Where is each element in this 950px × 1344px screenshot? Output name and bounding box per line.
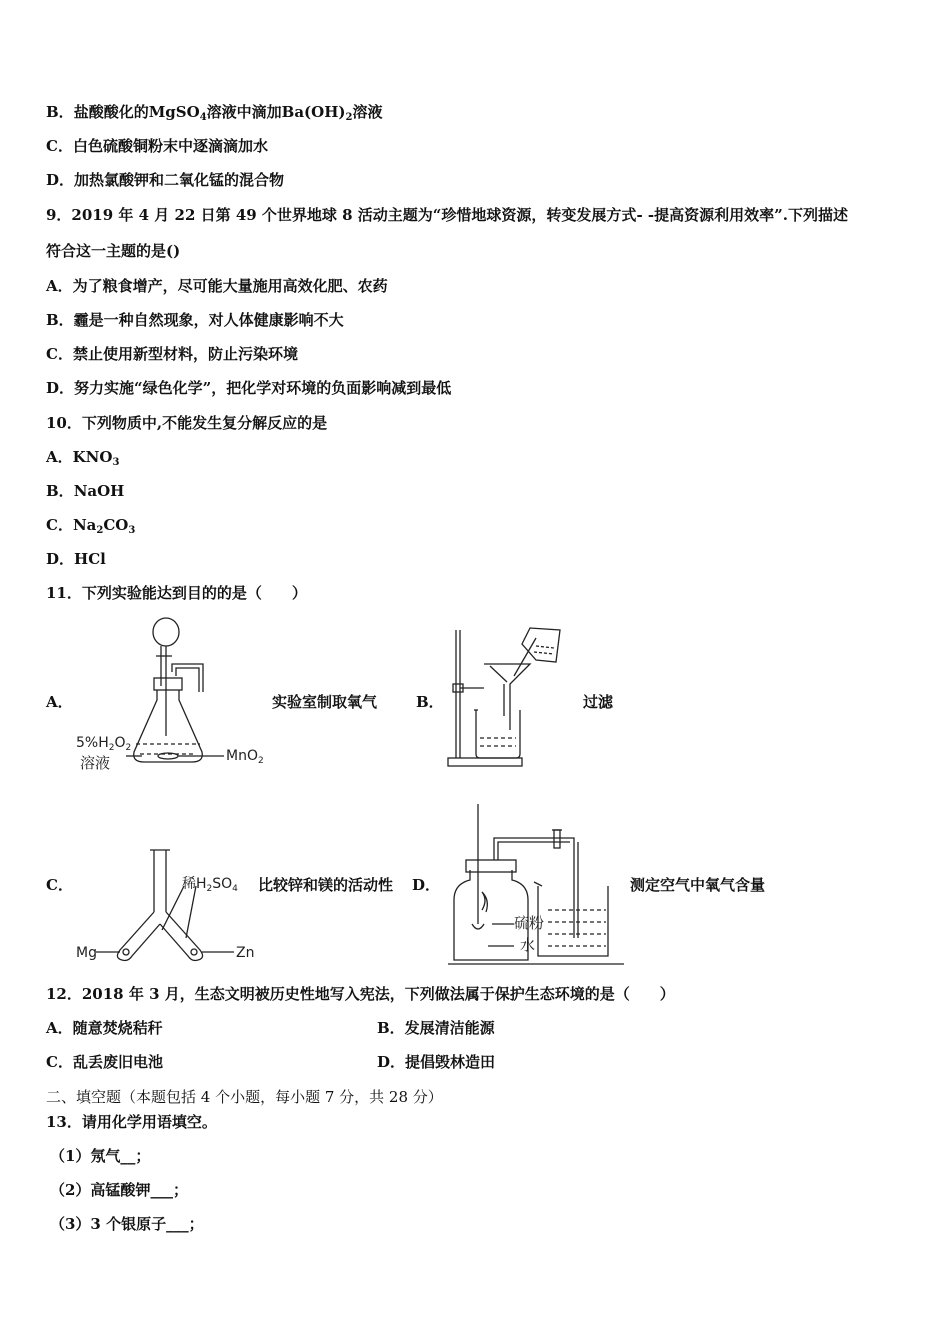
q10-option-d: D．HCl bbox=[46, 550, 106, 568]
svg-text:Zn: Zn bbox=[236, 945, 255, 961]
q8-option-d: D．加热氯酸钾和二氧化锰的混合物 bbox=[46, 171, 285, 189]
q11-b-caption: 过滤 bbox=[583, 693, 614, 711]
q12-option-c: C．乱丢废旧电池 bbox=[46, 1053, 163, 1071]
svg-text:硫粉: 硫粉 bbox=[514, 914, 545, 932]
q8-option-b: B．盐酸酸化的MgSO$_4$溶液中滴加$Ba(OH)_2$溶液 bbox=[46, 103, 383, 123]
q9-option-a: A．为了粮食增产，尽可能大量施用高效化肥、农药 bbox=[46, 277, 388, 295]
q8-option-c: C．白色硫酸铜粉末中逐滴滴加水 bbox=[46, 137, 268, 155]
svg-text:MnO2: MnO$_2$ bbox=[226, 748, 264, 766]
q11-c-caption: 比较锌和镁的活动性 bbox=[258, 876, 394, 894]
q12-option-d: D．提倡毁林造田 bbox=[377, 1053, 496, 1071]
q11-c-label: C． bbox=[46, 876, 73, 894]
q11-a-label: A． bbox=[46, 693, 73, 711]
q11-d-caption: 测定空气中氧气含量 bbox=[630, 876, 766, 894]
oxygen-generation-apparatus-figure bbox=[76, 616, 276, 776]
q10-stem: 10．下列物质中,不能发生复分解反应的是 bbox=[46, 414, 328, 432]
q13-part-1: （1）氖气__； bbox=[50, 1147, 151, 1165]
svg-text:溶液: 溶液 bbox=[80, 754, 111, 772]
q12-option-b: B．发展清洁能源 bbox=[377, 1019, 495, 1037]
q13-part-3: （3）3 个银原子___； bbox=[50, 1215, 204, 1233]
metal-activity-tube-figure bbox=[76, 846, 256, 966]
svg-text:Mg: Mg bbox=[76, 945, 97, 961]
q13-part-2: （2）高锰酸钾___； bbox=[50, 1181, 188, 1199]
q10-option-c: C．$Na_2CO_3$ bbox=[46, 516, 136, 536]
q9-option-c: C．禁止使用新型材料，防止污染环境 bbox=[46, 345, 298, 363]
q10-option-b: B．NaOH bbox=[46, 482, 125, 500]
q9-option-d: D．努力实施“绿色化学”，把化学对环境的负面影响减到最低 bbox=[46, 379, 452, 397]
svg-text:稀H2SO4: 稀$H_2SO_4$ bbox=[182, 876, 238, 894]
q11-stem: 11．下列实验能达到目的的是（ ） bbox=[46, 584, 307, 602]
oxygen-content-measurement-figure bbox=[448, 800, 628, 970]
svg-text:5%H2O2: $5\%H_2O_2$ bbox=[76, 735, 132, 753]
q12-option-a: A．随意焚烧秸秆 bbox=[46, 1019, 163, 1037]
svg-text:水: 水 bbox=[520, 936, 536, 954]
q11-a-caption: 实验室制取氧气 bbox=[272, 693, 378, 711]
q9-stem-line1: 9．2019 年 4 月 22 日第 49 个世界地球 8 活动主题为“珍惜地球资源，转变发展方式- -提高资源利用效率”.下列描述 bbox=[46, 206, 848, 224]
q11-d-label: D． bbox=[412, 876, 441, 894]
q9-stem-line2: 符合这一主题的是() bbox=[46, 242, 181, 260]
q13-stem: 13．请用化学用语填空。 bbox=[46, 1113, 217, 1131]
q12-stem: 12．2018 年 3 月，生态文明被历史性地写入宪法，下列做法属于保护生态环境的是（ ） bbox=[46, 985, 675, 1003]
section-heading-fill-in: 二、填空题（本题包括 4 个小题，每小题 7 分，共 28 分） bbox=[46, 1088, 443, 1106]
q9-option-b: B．霾是一种自然现象，对人体健康影响不大 bbox=[46, 311, 344, 329]
filtration-apparatus-figure bbox=[444, 620, 574, 770]
q11-b-label: B． bbox=[416, 693, 444, 711]
q10-option-a: A．$KNO_3$ bbox=[46, 448, 120, 468]
